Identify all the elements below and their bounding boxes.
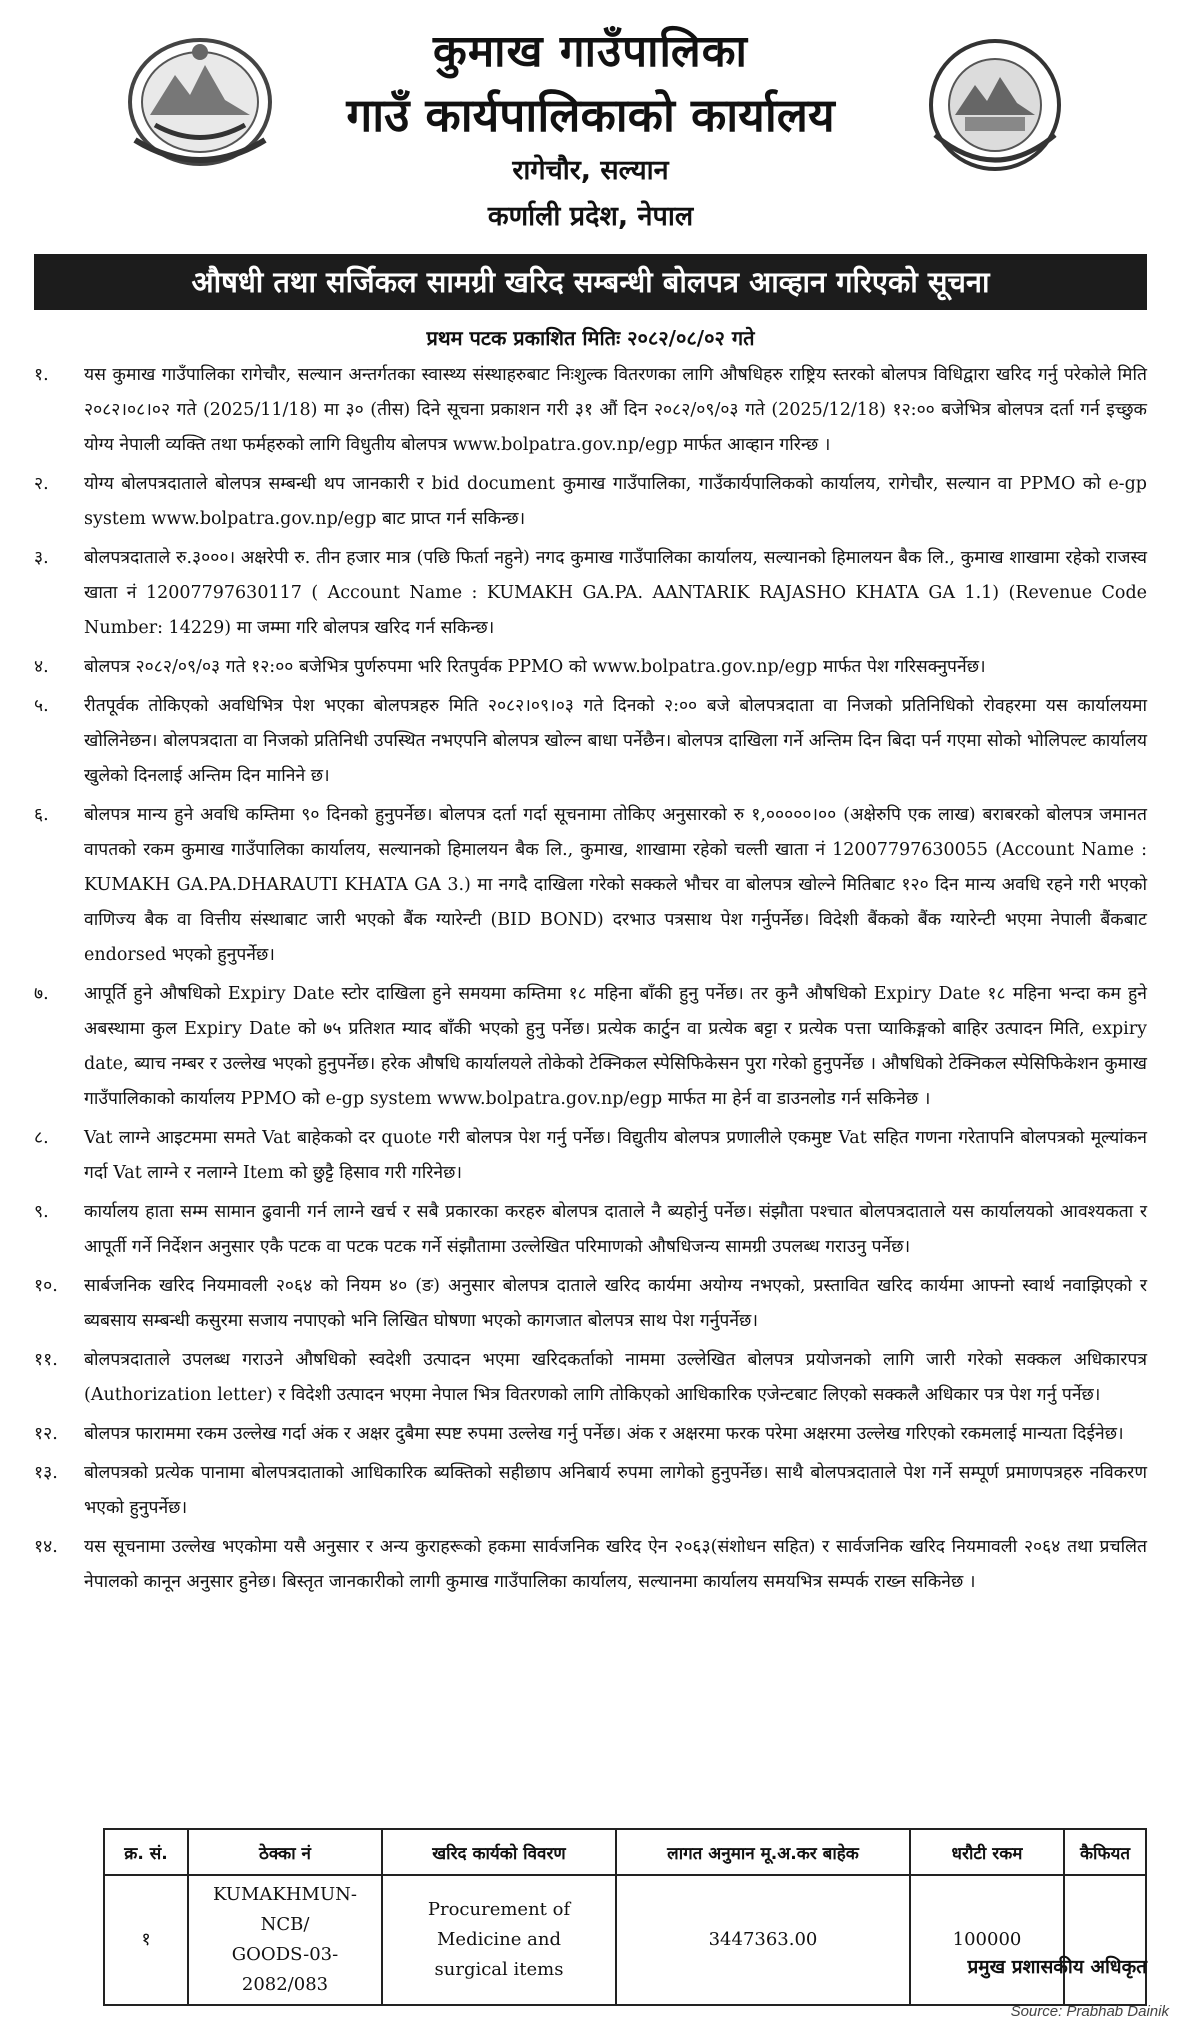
item-text: रीतपूर्वक तोकिएको अवधिभित्र पेश भएका बोलपत्रहरु मिति २०८२।०९।०३ गते दिनको २:०० बजे बोलपत्रदाता वा निजको प्रतिनिधिको रोवहरमा यस कार्यालयमा खोलिनेछन। बोलपत्रदाता वा निजको प्रतिनिधी उपस्थित नभएपनि बोलपत्र खोल्न बाधा पर्नेछैन। बोलपत्र दाखिला गर्ने अन्तिम दिन बिदा पर्न गएमा सोको भोलिपल्ट कार्यालय खुलेको दिनलाई अन्तिम दिन मानिने छ। — [84, 696, 1147, 786]
notice-item — [34, 358, 1147, 463]
notice-item — [34, 541, 1147, 646]
notice-item — [34, 1121, 1147, 1191]
cell-sn: १ — [104, 1875, 188, 2005]
item-text: योग्य बोलपत्रदाताले बोलपत्र सम्बन्धी थप जानकारी र bid document कुमाख गाउँपालिका, गाउँकार्यपालिकको कार्यालय, रागेचौर, सल्यान वा PPMO को e-gp system www.bolpatra.gov.np/egp बाट प्राप्त गर्न सकिन्छ। — [84, 474, 1147, 529]
item-text: आपूर्ति हुने औषधिको Expiry Date स्टोर दाखिला हुने समयमा कम्तिमा १८ महिना बाँकी हुनु पर्नेछ। तर कुनै औषधिको Expiry Date १८ महिना भन्दा कम हुने अबस्थामा कुल Expiry Date को ७५ प्रतिशत म्याद बाँकी भएको हुनु पर्नेछ। प्रत्येक कार्टुन वा प्रत्येक बट्टा र प्रत्येक पत्ता प्याकिङ्गको बाहिर उत्पादन मिति, expiry date, ब्याच नम्बर र उल्लेख भएको हुनुपर्नेछ। हरेक औषधि कार्यालयले तोकेको टेक्निकल स्पेसिफिकेसन पुरा गरेको हुनुपर्नेछ । औषधिको टेक्निकल स्पेसिफिकेशन कुमाख गाउँपालिकाको कार्यालय PPMO को e-gp system www.bolpatra.gov.np/egp मार्फत मा हेर्न वा डाउनलोड गर्न सकिनेछ । — [84, 984, 1147, 1109]
item-number: १०. — [34, 1276, 58, 1296]
item-text: बोलपत्र २०८२/०९/०३ गते १२:०० बजेभित्र पुर्णरुपमा भरि रितपुर्वक PPMO को www.bolpatra.gov.np/egp मार्फत पेश गरिसक्नुपर्नेछ। — [84, 657, 986, 677]
item-number: ९. — [34, 1202, 49, 1222]
notice-item — [34, 1195, 1147, 1265]
col-header-contract: ठेक्का नं — [188, 1829, 382, 1875]
item-text: बोलपत्र मान्य हुने अवधि कम्तिमा ९० दिनको हुनुपर्नेछ। बोलपत्र दर्ता गर्दा सूचनामा तोकिए अनुसारको रु १,०००००।०० (अक्षेरुपि एक लाख) बराबरको बोलपत्र जमानत वापतको रकम कुमाख गाउँपालिका कार्यालय, सल्यानको हिमालयन बैक लि., कुमाख, शाखामा रहेको चल्ती खाता नं 12007797630055 (Account Name : KUMAKH GA.PA.DHARAUTI KHATA GA 3.) मा नगदै दाखिला गरेको सक्कले भौचर वा बोलपत्र खोल्ने मितिबाट १२० दिन मान्य अवधि रहने गरी भएको वाणिज्य बैक वा वित्तीय संस्थाबाट जारी भएको बैंक ग्यारेन्टी (BID BOND) दरभाउ पत्रसाथ पेश गर्नुपर्नेछ। विदेशी बैंकको बैंक ग्यारेन्टी भएमा नेपाली बैंकबाट endorsed भएको हुनुपर्नेछ। — [84, 805, 1147, 965]
item-text: बोलपत्रदाताले रु.३०००। अक्षरेपी रु. तीन हजार मात्र (पछि फिर्ता नहुने) नगद कुमाख गाउँपालिका कार्यालय, सल्यानको हिमालयन बैक लि., कुमाख शाखामा रहेको राजस्व खाता नं 12007797630117 ( Account Name : KUMAKH GA.PA. AANTARIK RAJASHO KHATA GA 1.1) (Revenue Code Number: 14229) मा जम्मा गरि बोलपत्र खरिद गर्न सकिन्छ। — [84, 548, 1147, 638]
signature-title: प्रमुख प्रशासकीय अधिकृत — [967, 1956, 1147, 1978]
notice-item — [34, 1530, 1147, 1600]
notice-item — [34, 977, 1147, 1117]
item-number: ५. — [34, 696, 49, 716]
publication-date: प्रथम पटक प्रकाशित मितिः २०८२/०८/०२ गते — [426, 326, 755, 350]
contract-line: KUMAKHMUN-NCB/ — [213, 1884, 357, 1935]
description-line: surgical items — [434, 1959, 564, 1980]
item-number: ४. — [34, 657, 49, 677]
item-number: ६. — [34, 805, 49, 825]
cell-remarks — [1064, 1875, 1146, 2005]
item-text: Vat लाग्ने आइटममा समते Vat बाहेकको दर quote गरी बोलपत्र पेश गर्नु पर्नेछ। विद्युतीय बोलपत्र प्रणालीले एकमुष्ट Vat सहित गणना गरेतापनि बोलपत्रको मूल्यांकन गर्दा Vat लाग्ने र नलाग्ने Item को छुट्टै हिसाव गरी गरिनेछ। — [84, 1128, 1147, 1183]
cell-description — [382, 1875, 616, 2005]
description-line: Procurement of Medicine and — [427, 1899, 571, 1950]
municipality-logo-icon — [925, 35, 1065, 175]
item-text: कार्यालय हाता सम्म सामान ढुवानी गर्न लाग्ने खर्च र सबै प्रकारका करहरु बोलपत्र दाताले नै ब्यहोर्नु पर्नेछ। संझौता पश्चात बोलपत्रदाताले यस कार्यालयको आवश्यकता र आपूर्ती गर्ने निर्देशन अनुसार एकै पटक वा पटक पटक गर्ने संझौतामा उल्लेखित परिमाणको औषधिजन्य सामग्री उपलब्ध गराउनु पर्नेछ। — [84, 1202, 1147, 1257]
contract-line: GOODS-03-2082/083 — [231, 1944, 339, 1995]
cell-deposit: 100000 — [910, 1875, 1064, 2005]
notice-item — [34, 1417, 1147, 1452]
item-text: बोलपत्र फाराममा रकम उल्लेख गर्दा अंक र अक्षर दुबैमा स्पष्ट रुपमा उल्लेख गर्नु पर्नेछ। अंक र अक्षरमा फरक परेमा अक्षरमा उल्लेख गरिएको रकमलाई मान्यता दिईनेछ। — [84, 1424, 1124, 1444]
item-number: १४. — [34, 1537, 58, 1557]
table-row — [104, 1875, 1146, 2005]
item-number: ३. — [34, 548, 49, 568]
notice-item — [34, 1343, 1147, 1413]
col-header-remarks: कैफियत — [1064, 1829, 1146, 1875]
notice-item — [34, 467, 1147, 537]
item-number: २. — [34, 474, 49, 494]
notice-title-banner: औषधी तथा सर्जिकल सामग्री खरिद सम्बन्धी बोलपत्र आव्हान गरिएको सूचना — [34, 254, 1147, 310]
item-text: बोलपत्रको प्रत्येक पानामा बोलपत्रदाताको आधिकारिक ब्यक्तिको सहीछाप अनिबार्य रुपमा लागेको हुनुपर्नेछ। साथै बोलपत्रदाताले पेश गर्ने सम्पूर्ण प्रमाणपत्रहरु नविकरण भएको हुनुपर्नेछ। — [84, 1463, 1147, 1518]
notice-item — [34, 689, 1147, 794]
notice-item — [34, 798, 1147, 973]
item-number: १३. — [34, 1463, 58, 1483]
notice-item — [34, 1456, 1147, 1526]
col-header-estimate: लागत अनुमान मू.अ.कर बाहेक — [616, 1829, 910, 1875]
municipality-name: कुमाख गाउँपालिका — [433, 26, 748, 77]
item-text: यस कुमाख गाउँपालिका रागेचौर, सल्यान अन्तर्गतका स्वास्थ्य संस्थाहरुबाट निःशुल्क वितरणका लागि औषधिहरु राष्ट्रिय स्तरको बोलपत्र विधिद्वारा खरिद गर्नु परेकोले मिति २०८२।०८।०२ गते (2025/11/18) मा ३० (तीस) दिने सूचना प्रकाशन गरी ३१ औं दिन २०८२/०९/०३ गते (2025/12/18) १२:०० बजेभित्र बोलपत्र दर्ता गर्न इच्छुक योग्य नेपाली व्यक्ति तथा फर्महरुको लागि विधुतीय बोलपत्र www.bolpatra.gov.np/egp मार्फत आव्हान गरिन्छ । — [84, 365, 1147, 455]
table-header-row — [104, 1829, 1146, 1875]
item-number: ११. — [34, 1350, 58, 1370]
office-name: गाउँ कार्यपालिकाको कार्यालय — [346, 88, 835, 142]
cell-estimate: 3447363.00 — [616, 1875, 910, 2005]
item-number: ८. — [34, 1128, 49, 1148]
cell-contract — [188, 1875, 382, 2005]
item-number: ७. — [34, 984, 49, 1004]
item-number: १. — [34, 365, 49, 385]
title-block — [250, 22, 931, 240]
col-header-description: खरिद कार्यको विवरण — [382, 1829, 616, 1875]
item-number: १२. — [34, 1424, 58, 1444]
province-name: कर्णाली प्रदेश, नेपाल — [487, 201, 694, 232]
source-credit: Source: Prabhab Dainik — [1010, 2003, 1169, 2020]
item-text: यस सूचनामा उल्लेख भएकोमा यसै अनुसार र अन्य कुराहरूको हकमा सार्वजनिक खरिद ऐन २०६३(संशोधन सहित) र सार्वजनिक खरिद नियमावली २०६४ तथा प्रचलित नेपालको कानून अनुसार हुनेछ। बिस्तृत जानकारीको लागी कुमाख गाउँपालिका कार्यालय, सल्यानमा कार्यालय समयभित्र सम्पर्क राख्न सकिनेछ । — [84, 1537, 1147, 1592]
header — [0, 0, 1181, 250]
notice-item — [34, 1269, 1147, 1339]
notice-items — [34, 358, 1147, 1604]
notice-item — [34, 650, 1147, 685]
col-header-sn: क्र. सं. — [104, 1829, 188, 1875]
col-header-deposit: धरौटी रकम — [910, 1829, 1064, 1875]
item-text: सार्बजनिक खरिद नियमावली २०६४ को नियम ४० (ङ) अनुसार बोलपत्र दाताले खरिद कार्यमा अयोग्य नभएको, प्रस्तावित खरिद कार्यमा आफ्नो स्वार्थ नवाझिएको र ब्यबसाय सम्बन्धी कसुरमा सजाय नपाएको भनि लिखित घोषणा भएको कागजात बोलपत्र साथ पेश गर्नुपर्नेछ। — [84, 1276, 1147, 1331]
item-text: बोलपत्रदाताले उपलब्ध गराउने औषधिको स्वदेशी उत्पादन भएमा खरिदकर्ताको नाममा उल्लेखित बोलपत्र प्रयोजनको लागि जारी गरेको सक्कल अधिकारपत्र (Authorization letter) र विदेशी उत्पादन भएमा नेपाल भित्र वितरणको लागि तोकिएको आधिकारिक एजेन्टबाट लिएको सक्कलै अधिकार पत्र पेश गर्नु पर्नेछ। — [84, 1350, 1147, 1405]
office-address: रागेचौर, सल्यान — [512, 155, 669, 186]
